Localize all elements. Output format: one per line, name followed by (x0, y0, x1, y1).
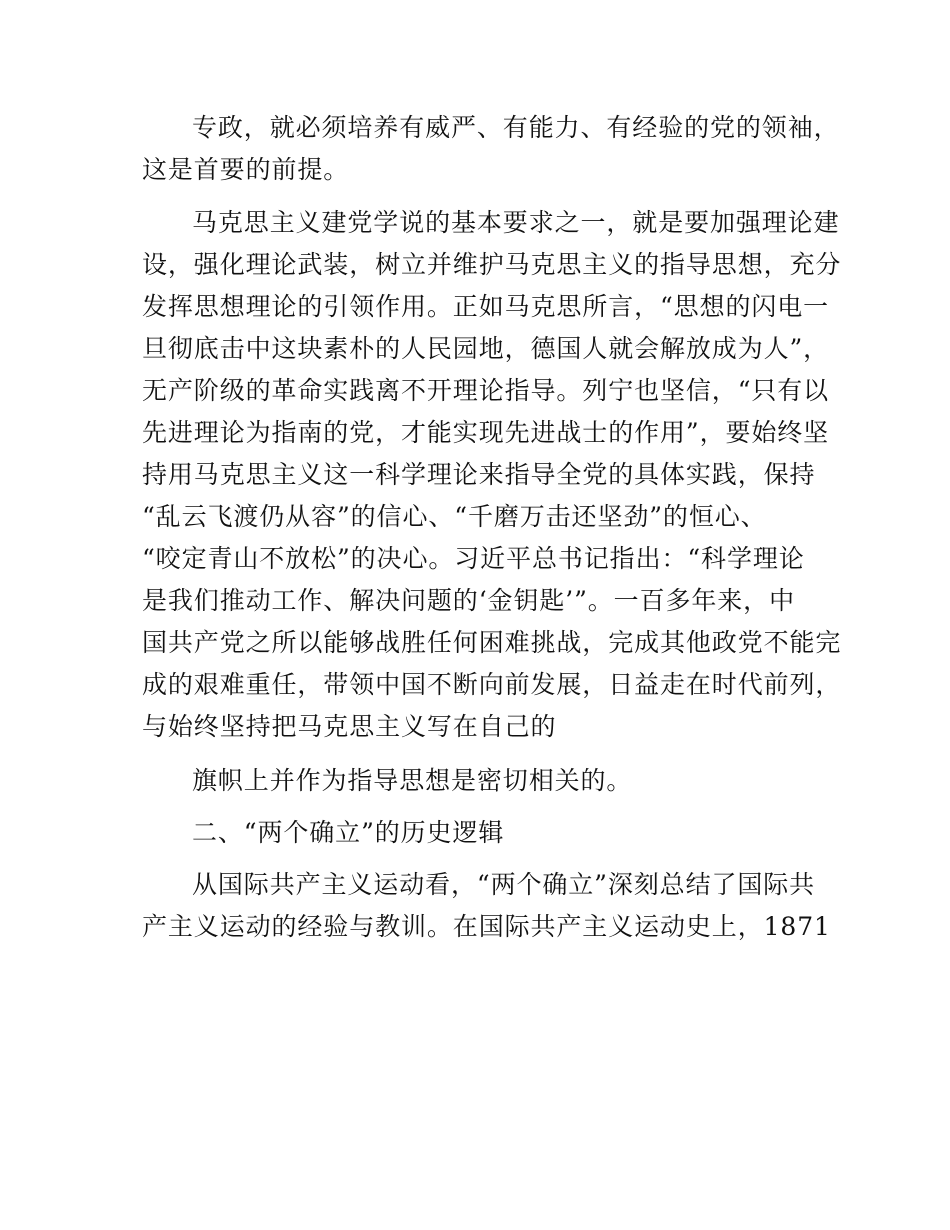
text-line: 先进理论为指南的党，才能实现先进战士的作用”，要始终坚 (142, 418, 830, 447)
text-line: 无产阶级的革命实践离不开理论指导。列宁也坚信，“只有以 (142, 376, 830, 405)
text-line: 成的艰难重任，带领中国不断向前发展，日益走在时代前列， (142, 670, 842, 699)
text-line: 马克思主义建党学说的基本要求之一，就是要加强理论建 (192, 208, 840, 237)
text-line: 从国际共产主义运动看，“两个确立”深刻总结了国际共 (192, 870, 816, 899)
text-line: 与始终坚持把马克思主义写在自己的 (142, 712, 557, 741)
text-line: 持用马克思主义这一科学理论来指导全党的具体实践，保持 (142, 460, 816, 489)
text-line: 发挥思想理论的引领作用。正如马克思所言，“思想的闪电一 (142, 292, 830, 321)
text-line: 设，强化理论武装，树立并维护马克思主义的指导思想，充分 (142, 250, 842, 279)
text-line: 这是首要的前提。 (142, 155, 350, 184)
text-line: 产主义运动的经验与教训。在国际共产主义运动史上，1871 (142, 912, 831, 941)
text-line: 专政，就必须培养有威严、有能力、有经验的党的领袖， (192, 113, 840, 142)
text-line: 是我们推动工作、解决问题的‘金钥匙’”。一百多年来，中 (142, 586, 795, 615)
section-heading: 二、“两个确立”的历史逻辑 (192, 818, 505, 847)
text-line: “咬定青山不放松”的决心。习近平总书记指出：“科学理论 (142, 544, 805, 573)
text-line: “乱云飞渡仍从容”的信心、“千磨万击还坚劲”的恒心、 (142, 502, 767, 531)
text-line: 旦彻底击中这块素朴的人民园地，德国人就会解放成为人”， (142, 334, 830, 363)
text-line: 旗帜上并作为指导思想是密切相关的。 (192, 766, 633, 795)
text-line: 国共产党之所以能够战胜任何困难挑战，完成其他政党不能完 (142, 628, 842, 657)
